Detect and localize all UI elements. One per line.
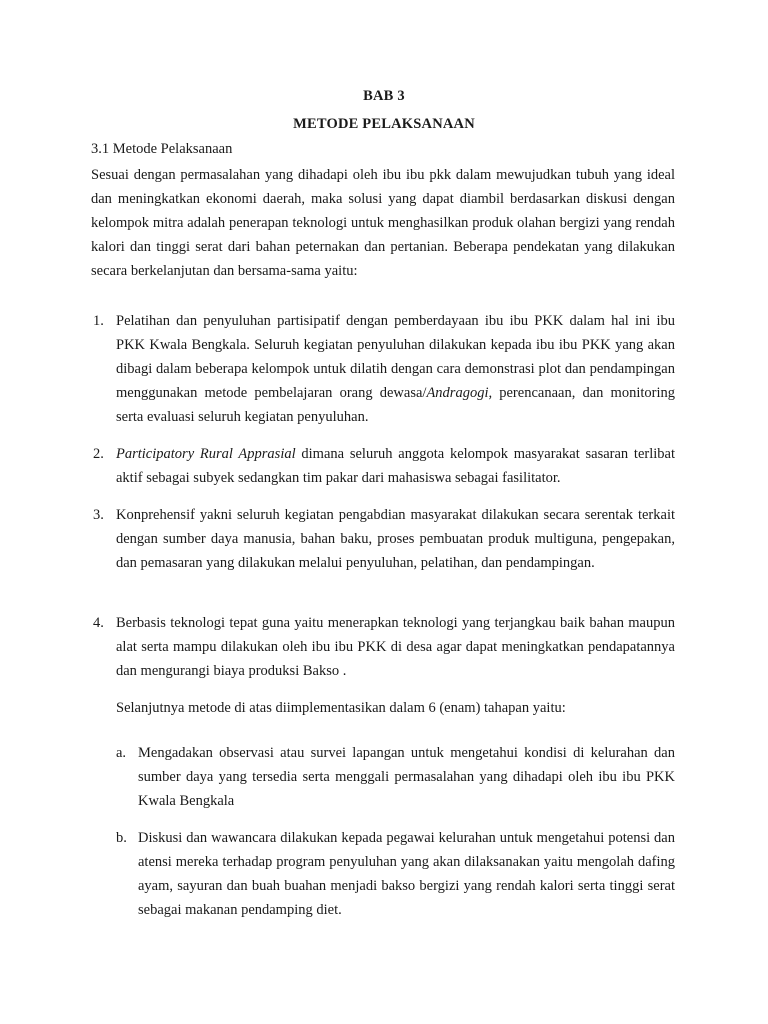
list-item-italic-term: Participatory Rural Apprasial [116, 446, 296, 462]
list-item-text [116, 309, 675, 429]
list-marker: b. [116, 830, 127, 846]
list-item [91, 309, 675, 429]
list-item [116, 826, 675, 922]
chapter-title: METODE PELAKSANAAN [293, 116, 475, 132]
list-item-text-part: perencanaan, dan monitoring serta evaluasi seluruh kegiatan penyuluhan. [116, 385, 675, 425]
follow-up-sentence: Selanjutnya metode di atas diimplementasikan dalam 6 (enam) tahapan yaitu: [116, 700, 566, 716]
list-marker: a. [116, 745, 127, 761]
list-item-text: Mengadakan observasi atau survei lapangan untuk mengetahui kondisi di kelurahan dan sumber daya yang tersedia serta menggali permasalahan yang dihadapi oleh ibu ibu PKK Kwala Bengkala [138, 745, 675, 809]
list-item-text-part: dimana seluruh anggota kelompok masyarakat sasaran terlibat aktif sebagai subyek sedangkan tim pakar dari mahasiswa sebagai fasilitator. [116, 446, 675, 486]
list-marker: 4. [93, 615, 104, 631]
section-title: 3.1 Metode Pelaksanaan [91, 141, 233, 157]
list-item-text-part: Pelatihan dan penyuluhan partisipatif dengan pemberdayaan ibu ibu PKK dalam hal ini ibu PKK Kwala Bengkala. Seluruh kegiatan penyuluhan dilakukan kepada ibu ibu PKK yang akan dibagi dalam beberapa kelompok untuk dilatih dengan cara demonstrasi plot dan pendampingan menggunakan metode pembelajaran orang dewasa/ [116, 313, 675, 401]
chapter-heading: BAB 3 [363, 88, 405, 104]
list-item-italic-term: Andragogi, [426, 385, 493, 401]
list-item [91, 611, 675, 683]
list-marker: 3. [93, 507, 104, 523]
list-item-text [116, 442, 675, 490]
list-item-text: Diskusi dan wawancara dilakukan kepada pegawai kelurahan untuk mengetahui potensi dan atensi mereka terhadap program penyuluhan yang akan dilaksanakan yaitu mengolah dafing ayam, sayuran dan buah buahan menjadi bakso bergizi yang rendah kalori serta tinggi serat sebagai makanan pendamping diet. [138, 830, 675, 918]
list-item [91, 442, 675, 490]
list-item [91, 503, 675, 575]
list-item-text: Konprehensif yakni seluruh kegiatan pengabdian masyarakat dilakukan secara serentak terkait dengan sumber daya manusia, bahan baku, proses pembuatan produk multiguna, pengepakan, dan pemasaran yang dilakukan melalui penyuluhan, pelatihan, dan pendampingan. [116, 507, 675, 571]
intro-paragraph: Sesuai dengan permasalahan yang dihadapi oleh ibu ibu pkk dalam mewujudkan tubuh yang ideal dan meningkatkan ekonomi daerah, maka solusi yang dapat diambil berdasarkan diskusi dengan kelompok mitra adalah penerapan teknologi untuk menghasilkan produk olahan bergizi yang rendah kalori dan tinggi serat dari bahan peternakan dan pertanian. Beberapa pendekatan yang dilakukan secara berkelanjutan dan bersama-sama yaitu: [91, 167, 675, 279]
list-marker: 1. [93, 313, 104, 329]
list-item [116, 741, 675, 813]
list-marker: 2. [93, 446, 104, 462]
list-item-text: Berbasis teknologi tepat guna yaitu menerapkan teknologi yang terjangkau baik bahan maupun alat serta mampu dilakukan oleh ibu ibu PKK di desa agar dapat meningkatkan pendapatannya dan mengurangi biaya produksi Bakso . [116, 615, 675, 679]
